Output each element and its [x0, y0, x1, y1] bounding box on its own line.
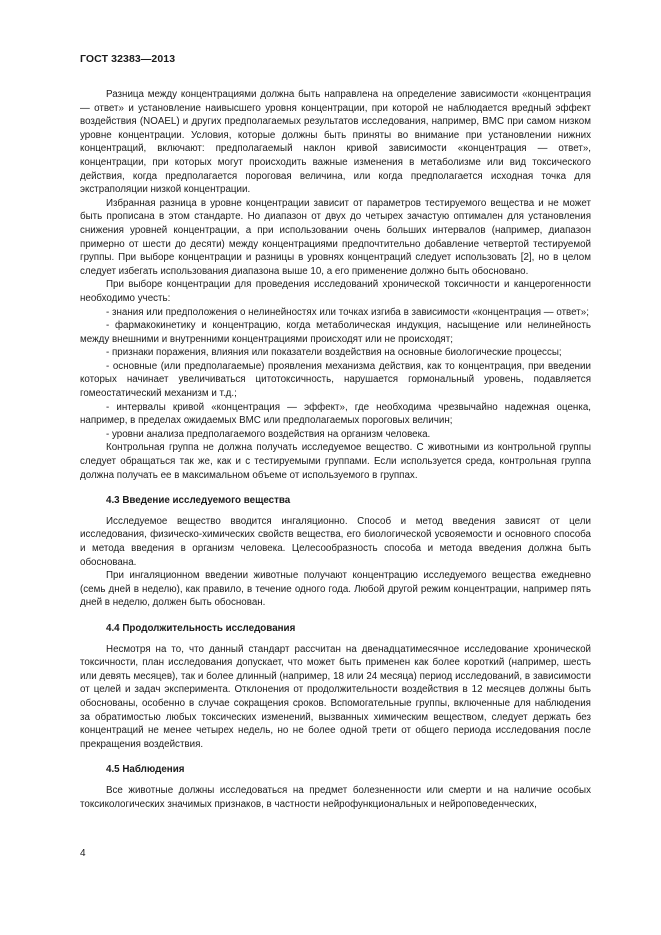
list-item: - основные (или предполагаемые) проявления механизма действия, как то концентрация, при введении которых начинает увеличиваться цитотоксичность, нарушается гормональный уровень, подавляется гомеостатический механизм и т.д.; — [80, 360, 591, 400]
document-code-header: ГОСТ 32383—2013 — [80, 53, 176, 65]
paragraph: Исследуемое вещество вводится ингаляционно. Способ и метод введения зависят от цели исследования, физическо-химических свойств вещества, его биологической усвояемости и основного способа и метода введения в организм человека. Целесообразность способа и метода введения должна быть обоснована. — [80, 515, 591, 568]
section-heading-4-4: 4.4 Продолжительность исследования — [106, 622, 296, 634]
paragraph: При ингаляционном введении животные получают концентрацию исследуемого вещества ежедневно (семь дней в неделю), как правило, в течение одного года. Любой другой режим концентрации, например пять дней в неделю, должен быть обоснован. — [80, 570, 591, 609]
paragraph: При выборе концентрации для проведения исследований хронической токсичности и канцерогенности необходимо учесть: — [80, 279, 591, 304]
list-item: - знания или предположения о нелинейностях или точках изгиба в зависимости «концентрация — ответ»; — [106, 306, 589, 318]
document-body — [80, 88, 591, 811]
paragraph: Несмотря на то, что данный стандарт рассчитан на двенадцатимесячное исследование хронической токсичности, план исследования допускает, что может быть применен как более короткий (например, шесть или девять месяцев), так и более длинный (например, 18 или 24 месяца) период исследований, в зависимости от целей и задач эксперимента. Отклонения от продолжительности воздействия в 12 месяцев должны быть обоснованы, особенно в случае сокращения сроков. Вспомогательные группы, включенные для наблюдения за обратимостью любых токсических изменений, вызванных химическим веществом, следует держать без концентраций не менее четырех недель, но не более одной трети от общего периода исследования после прекращения воздействия. — [80, 643, 591, 750]
list-item: - фармакокинетику и концентрацию, когда метаболическая индукция, насыщение или нелинейность между внешними и внутренними концентрациями происходят или не происходят; — [80, 320, 591, 345]
paragraph: Разница между концентрациями должна быть направлена на определение зависимости «концентрация — ответ» и установление наивысшего уровня концентрации, при которой не наблюдается вредный эффект воздействия (NOAEL) и других предполагаемых результатов исследования, например, BMC при самом низком уровне концентрации. Условия, которые должны быть приняты во внимание при установлении нижних концентраций, включают: предполагаемый наклон кривой зависимости «концентрация — ответ», концентрации, при которых могут происходить важные изменения в метаболизме или вид токсического действия, когда предполагается пороговая величина, или когда предполагается исходная точка для экстраполяции низкой концентрации. — [80, 89, 591, 196]
paragraph: Избранная разница в уровне концентрации зависит от параметров тестируемого вещества и не может быть прописана в этом стандарте. Но диапазон от двух до четырех зачастую оптимален для установления снижения уровней концентрации, а при использовании очень больших интервалов (например, диапазон примерно от шести до десяти) между концентрациями предпочтительно добавление четвертой тестируемой группы. При выборе концентрации и разницы в уровнях концентраций следует использовать [2], но в целом следует избегать использования диапазона выше 10, а его применение должно быть обосновано. — [80, 197, 591, 277]
list-item: - интервалы кривой «концентрация — эффект», где необходима чрезвычайно надежная оценка, например, в пределах ожидаемых BMC или предполагаемых пороговых величин; — [80, 401, 591, 427]
page-number: 4 — [80, 848, 86, 859]
list-item: - уровни анализа предполагаемого воздействия на организм человека. — [106, 428, 431, 440]
section-heading-4-5: 4.5 Наблюдения — [106, 764, 185, 776]
section-heading-4-3: 4.3 Введение исследуемого вещества — [106, 495, 291, 507]
paragraph: Контрольная группа не должна получать исследуемое вещество. С животными из контрольной группы следует обращаться так же, как и с тестируемыми группами. Если используется среда, контрольная группа должна получать ее в максимальном объеме от используемого в группах. — [80, 442, 591, 481]
paragraph: Все животные должны исследоваться на предмет болезненности или смерти и на наличие особых токсикологических значимых признаков, в частности нейрофункциональных и нейроповеденческих, — [80, 784, 591, 810]
list-item: - признаки поражения, влияния или показатели воздействия на основные биологические процессы; — [106, 347, 562, 359]
